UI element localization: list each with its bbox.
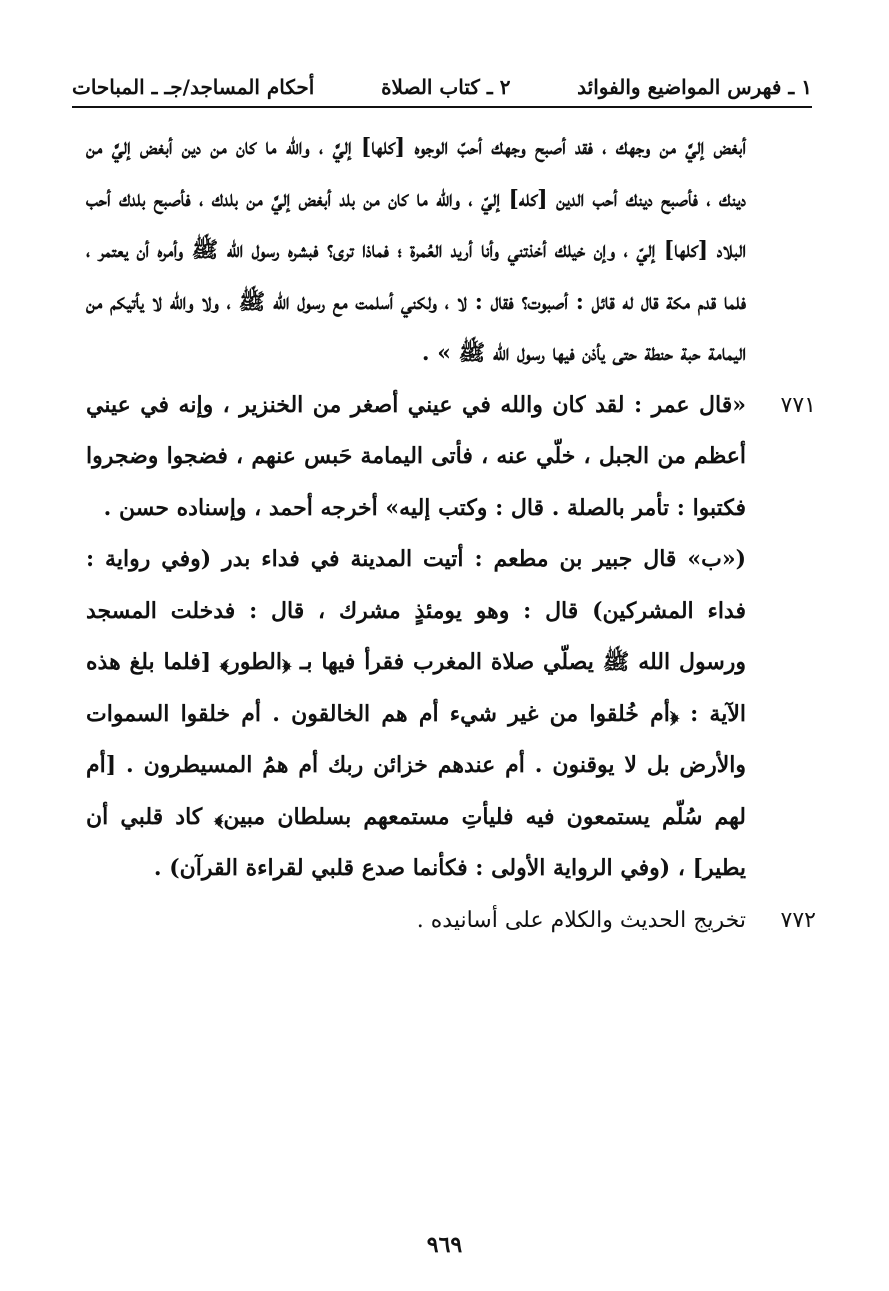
continuation-text: أبغض إليَّ من وجهك ، فقد أصبح وجهك أحبّ الوجوه [كلها] إليَّ ، والله ما كان من دين أبغض إليَّ من دينك ، فأصبح دينك أحب الدين [كله] إليّ ، والله ما كان من بلد أبغض إليَّ من بلدك ، فأصبح بلدك أحب البلاد [كلها] إليّ ، وإن خيلك أخذتني وأنا أريد العُمرة ؛ فماذا ترى؟ فبشره رسول الله ﷺ وأمره أن يعتمر ، فلما قدم مكة قال له قائل : أصبوت؟ فقال : لا ، ولكني أسلمت مع رسول الله ﷺ ، ولا والله لا يأتيكم من اليمامة حبة حنطة حتى يأذن فيها رسول الله ﷺ » . bbox=[86, 134, 747, 366]
header-section-title: ١ ـ فهرس المواضيع والفوائد bbox=[577, 75, 812, 99]
continuation-spacer bbox=[746, 122, 816, 380]
entry-text: «قال عمر : لقد كان والله في عيني أصغر من الخنزير ، وإنه في عيني أعظم من الجبل ، خلّي عنه ، فأتى اليمامة حَبس عنهم ، فضجوا وضجروا فكتبوا : تأمر بالصلة . قال : وكتب إليه» أخرجه أحمد ، وإسناده حسن . bbox=[86, 391, 746, 521]
header-topic-title: أحكام المساجد/جـ ـ المباحات bbox=[72, 75, 315, 99]
header-divider bbox=[72, 106, 812, 108]
subentry-paragraph bbox=[86, 534, 816, 895]
entry-772 bbox=[86, 895, 816, 947]
subentry-spacer bbox=[746, 534, 816, 895]
subentry-text: («ب» قال جبير بن مطعم : أتيت المدينة في فداء بدر (وفي رواية : فداء المشركين) قال : وهو يومئذٍ مشرك ، قال : فدخلت المسجد ورسول الله ﷺ يصلّي صلاة المغرب فقرأ فيها بـ ﴿الطور﴾ [فلما بلغ هذه الآية : ﴿أم خُلقوا من غير شيء أم هم الخالقون . أم خلقوا السموات والأرض بل لا يوقنون . أم عندهم خزائن ربك أم همُ المسيطرون . [أم لهم سُلّم يستمعون فيه فليأتِ مستمعهم بسلطان مبين﴾ كاد قلبي أن يطير] ، (وفي الرواية الأولى : فكأنما صدع قلبي لقراءة القرآن) . bbox=[86, 546, 746, 881]
entry-number: ٧٧١ bbox=[780, 392, 816, 418]
entry-number: ٧٧٢ bbox=[780, 907, 816, 933]
header-chapter-title: ٢ ـ كتاب الصلاة bbox=[381, 75, 511, 99]
running-header bbox=[72, 70, 812, 104]
continuation-paragraph bbox=[86, 122, 816, 380]
entry-771 bbox=[86, 380, 816, 535]
entry-text: تخريج الحديث والكلام على أسانيده . bbox=[416, 907, 746, 933]
page-body bbox=[86, 122, 816, 946]
page-number: ٩٦٩ bbox=[426, 1232, 463, 1258]
